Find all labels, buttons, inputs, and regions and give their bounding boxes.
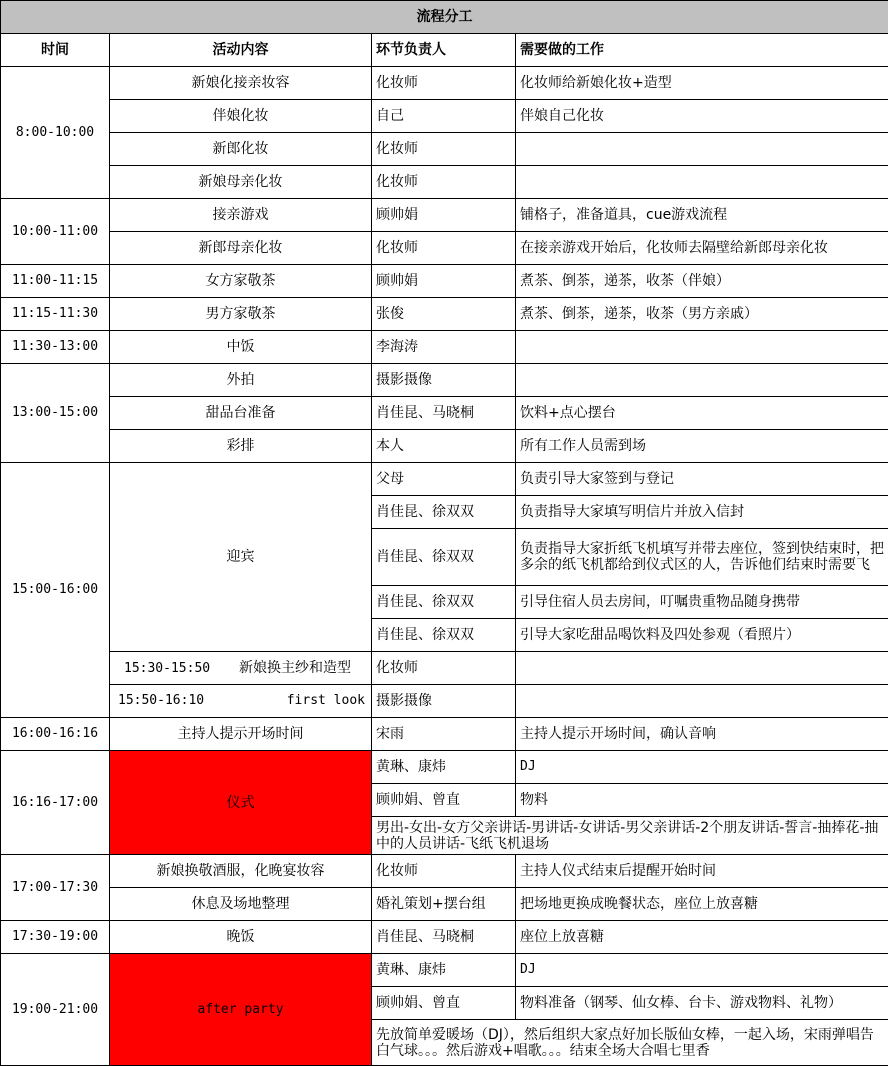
person-cell: 本人	[372, 430, 516, 463]
work-cell: 所有工作人员需到场	[516, 430, 888, 463]
work-cell	[516, 685, 888, 718]
time-cell: 16:00-16:16	[1, 718, 110, 751]
person-cell: 肖佳昆、徐双双	[372, 586, 516, 619]
table-row	[1, 397, 888, 430]
table-row	[1, 888, 888, 921]
activity-cell: 女方家敬茶	[110, 265, 372, 298]
work-cell	[516, 166, 888, 199]
activity-cell: 中饭	[110, 331, 372, 364]
work-cell: 煮茶、倒茶，递茶，收茶（伴娘）	[516, 265, 888, 298]
work-cell: 引导大家吃甜品喝饮料及四处参观（看照片）	[516, 619, 888, 652]
table-row	[1, 718, 888, 751]
person-cell: 自己	[372, 100, 516, 133]
work-cell	[516, 331, 888, 364]
table-row	[1, 751, 888, 784]
ceremony-flow: 男出-女出-女方父亲讲话-男讲话-女讲话-男父亲讲话-2个朋友讲话-誓言-抽捧花-抽中的人员讲话-飞纸飞机退场	[372, 817, 888, 855]
activity-cell: 男方家敬茶	[110, 298, 372, 331]
activity-cell: 晚饭	[110, 921, 372, 954]
table-row	[1, 199, 888, 232]
table-row	[1, 685, 888, 718]
table-row	[1, 133, 888, 166]
work-cell: 伴娘自己化妆	[516, 100, 888, 133]
activity-cell	[110, 685, 372, 718]
ceremony-cell: 仪式	[110, 751, 372, 855]
activity-cell: 彩排	[110, 430, 372, 463]
person-cell: 肖佳昆、马晓桐	[372, 397, 516, 430]
time-cell: 11:15-11:30	[1, 298, 110, 331]
table-row	[1, 67, 888, 100]
work-cell: 主持人提示开场时间，确认音响	[516, 718, 888, 751]
time-cell: 16:16-17:00	[1, 751, 110, 855]
person-cell: 张俊	[372, 298, 516, 331]
person-cell: 顾帅娟、曾直	[372, 987, 516, 1020]
work-cell: 引导住宿人员去房间，叮嘱贵重物品随身携带	[516, 586, 888, 619]
work-cell: 主持人仪式结束后提醒开始时间	[516, 855, 888, 888]
activity-cell: 外拍	[110, 364, 372, 397]
time-cell: 15:00-16:00	[1, 463, 110, 718]
activity-cell: 主持人提示开场时间	[110, 718, 372, 751]
work-cell: 负责指导大家折纸飞机填写并带去座位，签到快结束时，把多余的纸飞机都给到仪式区的人，告诉他们结束时需要飞	[516, 529, 888, 586]
sub-time: 15:30-15:50	[124, 661, 210, 676]
person-cell: 婚礼策划+摆台组	[372, 888, 516, 921]
table-row	[1, 265, 888, 298]
activity-cell: 迎宾	[110, 463, 372, 652]
table-row	[1, 232, 888, 265]
work-cell: 饮料+点心摆台	[516, 397, 888, 430]
activity-cell	[110, 652, 372, 685]
time-cell: 8:00-10:00	[1, 67, 110, 199]
work-cell: DJ	[516, 954, 888, 987]
work-cell: 座位上放喜糖	[516, 921, 888, 954]
header-activity: 活动内容	[110, 34, 372, 67]
work-cell: 物料准备（钢琴、仙女棒、台卡、游戏物料、礼物）	[516, 987, 888, 1020]
table-row	[1, 100, 888, 133]
header-work: 需要做的工作	[516, 34, 888, 67]
work-cell: 在接亲游戏开始后，化妆师去隔壁给新郎母亲化妆	[516, 232, 888, 265]
person-cell: 化妆师	[372, 133, 516, 166]
person-cell: 化妆师	[372, 166, 516, 199]
work-cell: 物料	[516, 784, 888, 817]
person-cell: 肖佳昆、徐双双	[372, 619, 516, 652]
person-cell: 黄琳、康炜	[372, 954, 516, 987]
table-row	[1, 331, 888, 364]
person-cell: 肖佳昆、徐双双	[372, 496, 516, 529]
person-cell: 化妆师	[372, 855, 516, 888]
work-cell: DJ	[516, 751, 888, 784]
work-cell: 煮茶、倒茶，递茶，收茶（男方亲戚）	[516, 298, 888, 331]
activity-cell: 新娘化接亲妆容	[110, 67, 372, 100]
table-row	[1, 364, 888, 397]
person-cell: 顾帅娟	[372, 199, 516, 232]
sub-activity: first look	[287, 693, 365, 709]
work-cell	[516, 652, 888, 685]
activity-cell: 新郎母亲化妆	[110, 232, 372, 265]
time-cell: 10:00-11:00	[1, 199, 110, 265]
person-cell: 化妆师	[372, 232, 516, 265]
work-cell	[516, 364, 888, 397]
activity-cell: 休息及场地整理	[110, 888, 372, 921]
person-cell: 父母	[372, 463, 516, 496]
table-row	[1, 298, 888, 331]
activity-cell: 伴娘化妆	[110, 100, 372, 133]
sub-activity: 新娘换主纱和造型	[239, 660, 351, 676]
activity-cell: 新娘母亲化妆	[110, 166, 372, 199]
table-row	[1, 463, 888, 496]
time-cell: 19:00-21:00	[1, 954, 110, 1066]
work-cell: 负责引导大家签到与登记	[516, 463, 888, 496]
after-party-cell: after party	[110, 954, 372, 1066]
person-cell: 摄影摄像	[372, 685, 516, 718]
work-cell: 铺格子，准备道具，cue游戏流程	[516, 199, 888, 232]
table-title: 流程分工	[1, 1, 888, 34]
party-flow: 先放简单爱暖场（DJ），然后组织大家点好加长版仙女棒，一起入场，宋雨弹唱告白气球。。。然后游戏+唱歌。。。结束全场大合唱七里香	[372, 1020, 888, 1066]
work-cell	[516, 133, 888, 166]
time-cell: 17:30-19:00	[1, 921, 110, 954]
time-cell: 11:00-11:15	[1, 265, 110, 298]
table-row	[1, 652, 888, 685]
person-cell: 肖佳昆、马晓桐	[372, 921, 516, 954]
work-cell: 把场地更换成晚餐状态，座位上放喜糖	[516, 888, 888, 921]
person-cell: 李海涛	[372, 331, 516, 364]
activity-cell: 新郎化妆	[110, 133, 372, 166]
work-cell: 化妆师给新娘化妆+造型	[516, 67, 888, 100]
table-row	[1, 921, 888, 954]
person-cell: 宋雨	[372, 718, 516, 751]
person-cell: 化妆师	[372, 67, 516, 100]
activity-cell: 接亲游戏	[110, 199, 372, 232]
activity-cell: 甜品台准备	[110, 397, 372, 430]
time-cell: 11:30-13:00	[1, 331, 110, 364]
person-cell: 摄影摄像	[372, 364, 516, 397]
table-row	[1, 954, 888, 987]
time-cell: 13:00-15:00	[1, 364, 110, 463]
person-cell: 化妆师	[372, 652, 516, 685]
sub-time: 15:50-16:10	[118, 693, 204, 709]
work-cell: 负责指导大家填写明信片并放入信封	[516, 496, 888, 529]
header-time: 时间	[1, 34, 110, 67]
person-cell: 黄琳、康炜	[372, 751, 516, 784]
person-cell: 顾帅娟	[372, 265, 516, 298]
table-row	[1, 855, 888, 888]
table-row	[1, 430, 888, 463]
person-cell: 顾帅娟、曾直	[372, 784, 516, 817]
time-cell: 17:00-17:30	[1, 855, 110, 921]
person-cell: 肖佳昆、徐双双	[372, 529, 516, 586]
header-person: 环节负责人	[372, 34, 516, 67]
activity-cell: 新娘换敬酒服，化晚宴妆容	[110, 855, 372, 888]
table-row	[1, 166, 888, 199]
